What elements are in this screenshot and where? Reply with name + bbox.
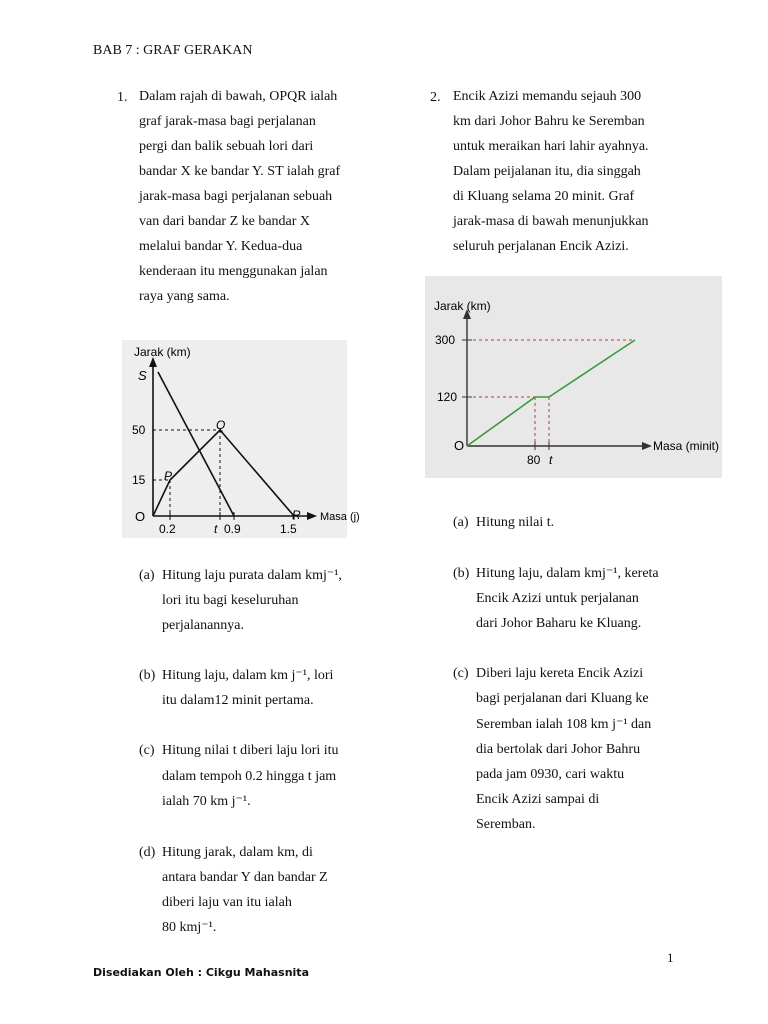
q1-part-line: itu dalam12 minit pertama.	[162, 693, 314, 708]
q1-point-label: R	[292, 508, 301, 522]
q2-part-line: Encik Azizi untuk perjalanan	[476, 591, 639, 606]
q1-part-line: Hitung jarak, dalam km, di	[162, 845, 313, 860]
q2-line: Encik Azizi memandu sejauh 300	[453, 89, 642, 104]
q2-line: km dari Johor Bahru ke Seremban	[453, 114, 645, 129]
q2-x-tick: 80	[527, 453, 541, 467]
q1-part-line: dalam tempoh 0.2 hingga t jam	[162, 769, 337, 784]
q2-part-line: Encik Azizi sampai di	[476, 792, 600, 807]
q1-y-label: Jarak (km)	[134, 345, 191, 359]
q1-part-line: perjalanannya.	[162, 618, 245, 633]
q1-line: bandar X ke bandar Y. ST ialah graf	[139, 164, 341, 179]
q2-x-tick: t	[549, 453, 553, 467]
q1-line: melalui bandar Y. Kedua-dua	[139, 239, 303, 254]
q2-part-label: (a)	[453, 515, 469, 530]
q1-line: jarak-masa bagi perjalanan sebuah	[139, 189, 333, 204]
q1-point-label: P	[164, 469, 173, 483]
page-number: 1	[667, 950, 674, 965]
q2-part-line: dia bertolak dari Johor Bahru	[476, 742, 641, 757]
q1-x-tick: t	[214, 522, 218, 536]
q1-part-line: diberi laju van itu ialah	[162, 895, 292, 910]
q2-x-arrow	[642, 442, 652, 450]
q2-x-label: Masa (minit)	[653, 439, 720, 453]
q1-x-tick: 0.9	[224, 522, 241, 536]
q2-line: untuk meraikan hari lahir ayahnya.	[453, 139, 649, 154]
footer-author: Disediakan Oleh : Cikgu Mahasnita	[93, 966, 309, 979]
q2-line: di Kluang selama 20 minit. Graf	[453, 189, 635, 204]
q2-part-line: Seremban.	[476, 817, 536, 832]
q1-line: Dalam rajah di bawah, OPQR ialah	[139, 89, 338, 104]
q1-line: van dari bandar Z ke bandar X	[139, 214, 311, 229]
q2-part-label: (b)	[453, 566, 470, 581]
q1-part-line: ialah 70 km j⁻¹.	[162, 794, 251, 809]
q1-part-label: (b)	[139, 668, 156, 683]
q1-line: pergi dan balik sebuah lori dari	[139, 139, 314, 154]
q1-y-tick: 50	[132, 423, 146, 437]
q1-part-line: antara bandar Y dan bandar Z	[162, 870, 328, 885]
q2-part-line: Seremban ialah 108 km j⁻¹ dan	[476, 717, 652, 732]
q1-part-label: (c)	[139, 743, 155, 758]
q1-part-line: Hitung laju purata dalam kmj⁻¹,	[162, 568, 342, 583]
q2-line: Dalam peijalanan itu, dia singgah	[453, 164, 641, 179]
q2-part-line: pada jam 0930, cari waktu	[476, 767, 625, 782]
q2-part-line: Hitung nilai t.	[476, 515, 555, 530]
q1-line-st	[158, 372, 234, 516]
q1-x-tick: 0.2	[159, 522, 176, 536]
q2-origin: O	[454, 438, 465, 453]
q2-number: 2.	[430, 90, 441, 105]
q1-point-label: O	[135, 509, 146, 524]
q1-y-tick: 15	[132, 473, 146, 487]
q2-part-line: bagi perjalanan dari Kluang ke	[476, 691, 649, 706]
q1-x-tick: 1.5	[280, 522, 297, 536]
q1-part-line: Hitung laju, dalam km j⁻¹, lori	[162, 668, 334, 683]
page-header: BAB 7 : GRAF GERAKAN	[93, 43, 253, 58]
q1-line-opqr	[153, 430, 294, 516]
q1-line: graf jarak-masa bagi perjalanan	[139, 114, 316, 129]
q1-line: kenderaan itu menggunakan jalan	[139, 264, 328, 279]
q2-line: seluruh perjalanan Encik Azizi.	[453, 239, 629, 254]
q1-x-label: Masa (j)	[320, 511, 360, 523]
q1-part-line: 80 kmj⁻¹.	[162, 920, 217, 935]
q2-journey-line	[467, 340, 635, 446]
q1-graph	[122, 340, 360, 538]
q2-part-line: Hitung laju, dalam kmj⁻¹, kereta	[476, 566, 659, 581]
q1-part-label: (a)	[139, 568, 155, 583]
q1-line: raya yang sama.	[139, 289, 230, 304]
q1-number: 1.	[117, 90, 128, 105]
q2-line: jarak-masa di bawah menunjukkan	[453, 214, 649, 229]
q1-part-line: Hitung nilai t diberi laju lori itu	[162, 743, 339, 758]
q2-y-tick: 300	[435, 333, 456, 347]
q2-y-tick: 120	[437, 390, 458, 404]
q2-part-line: Diberi laju kereta Encik Azizi	[476, 666, 644, 681]
q1-point-label: Q	[216, 418, 226, 432]
q2-part-line: dari Johor Baharu ke Kluang.	[476, 616, 642, 631]
q1-part-label: (d)	[139, 845, 156, 860]
q1-part-line: lori itu bagi keseluruhan	[162, 593, 299, 608]
q2-graph	[425, 276, 722, 478]
q1-x-arrow	[307, 512, 317, 520]
q2-part-label: (c)	[453, 666, 469, 681]
q2-y-label: Jarak (km)	[434, 299, 491, 313]
q1-point-label: S	[138, 368, 147, 383]
